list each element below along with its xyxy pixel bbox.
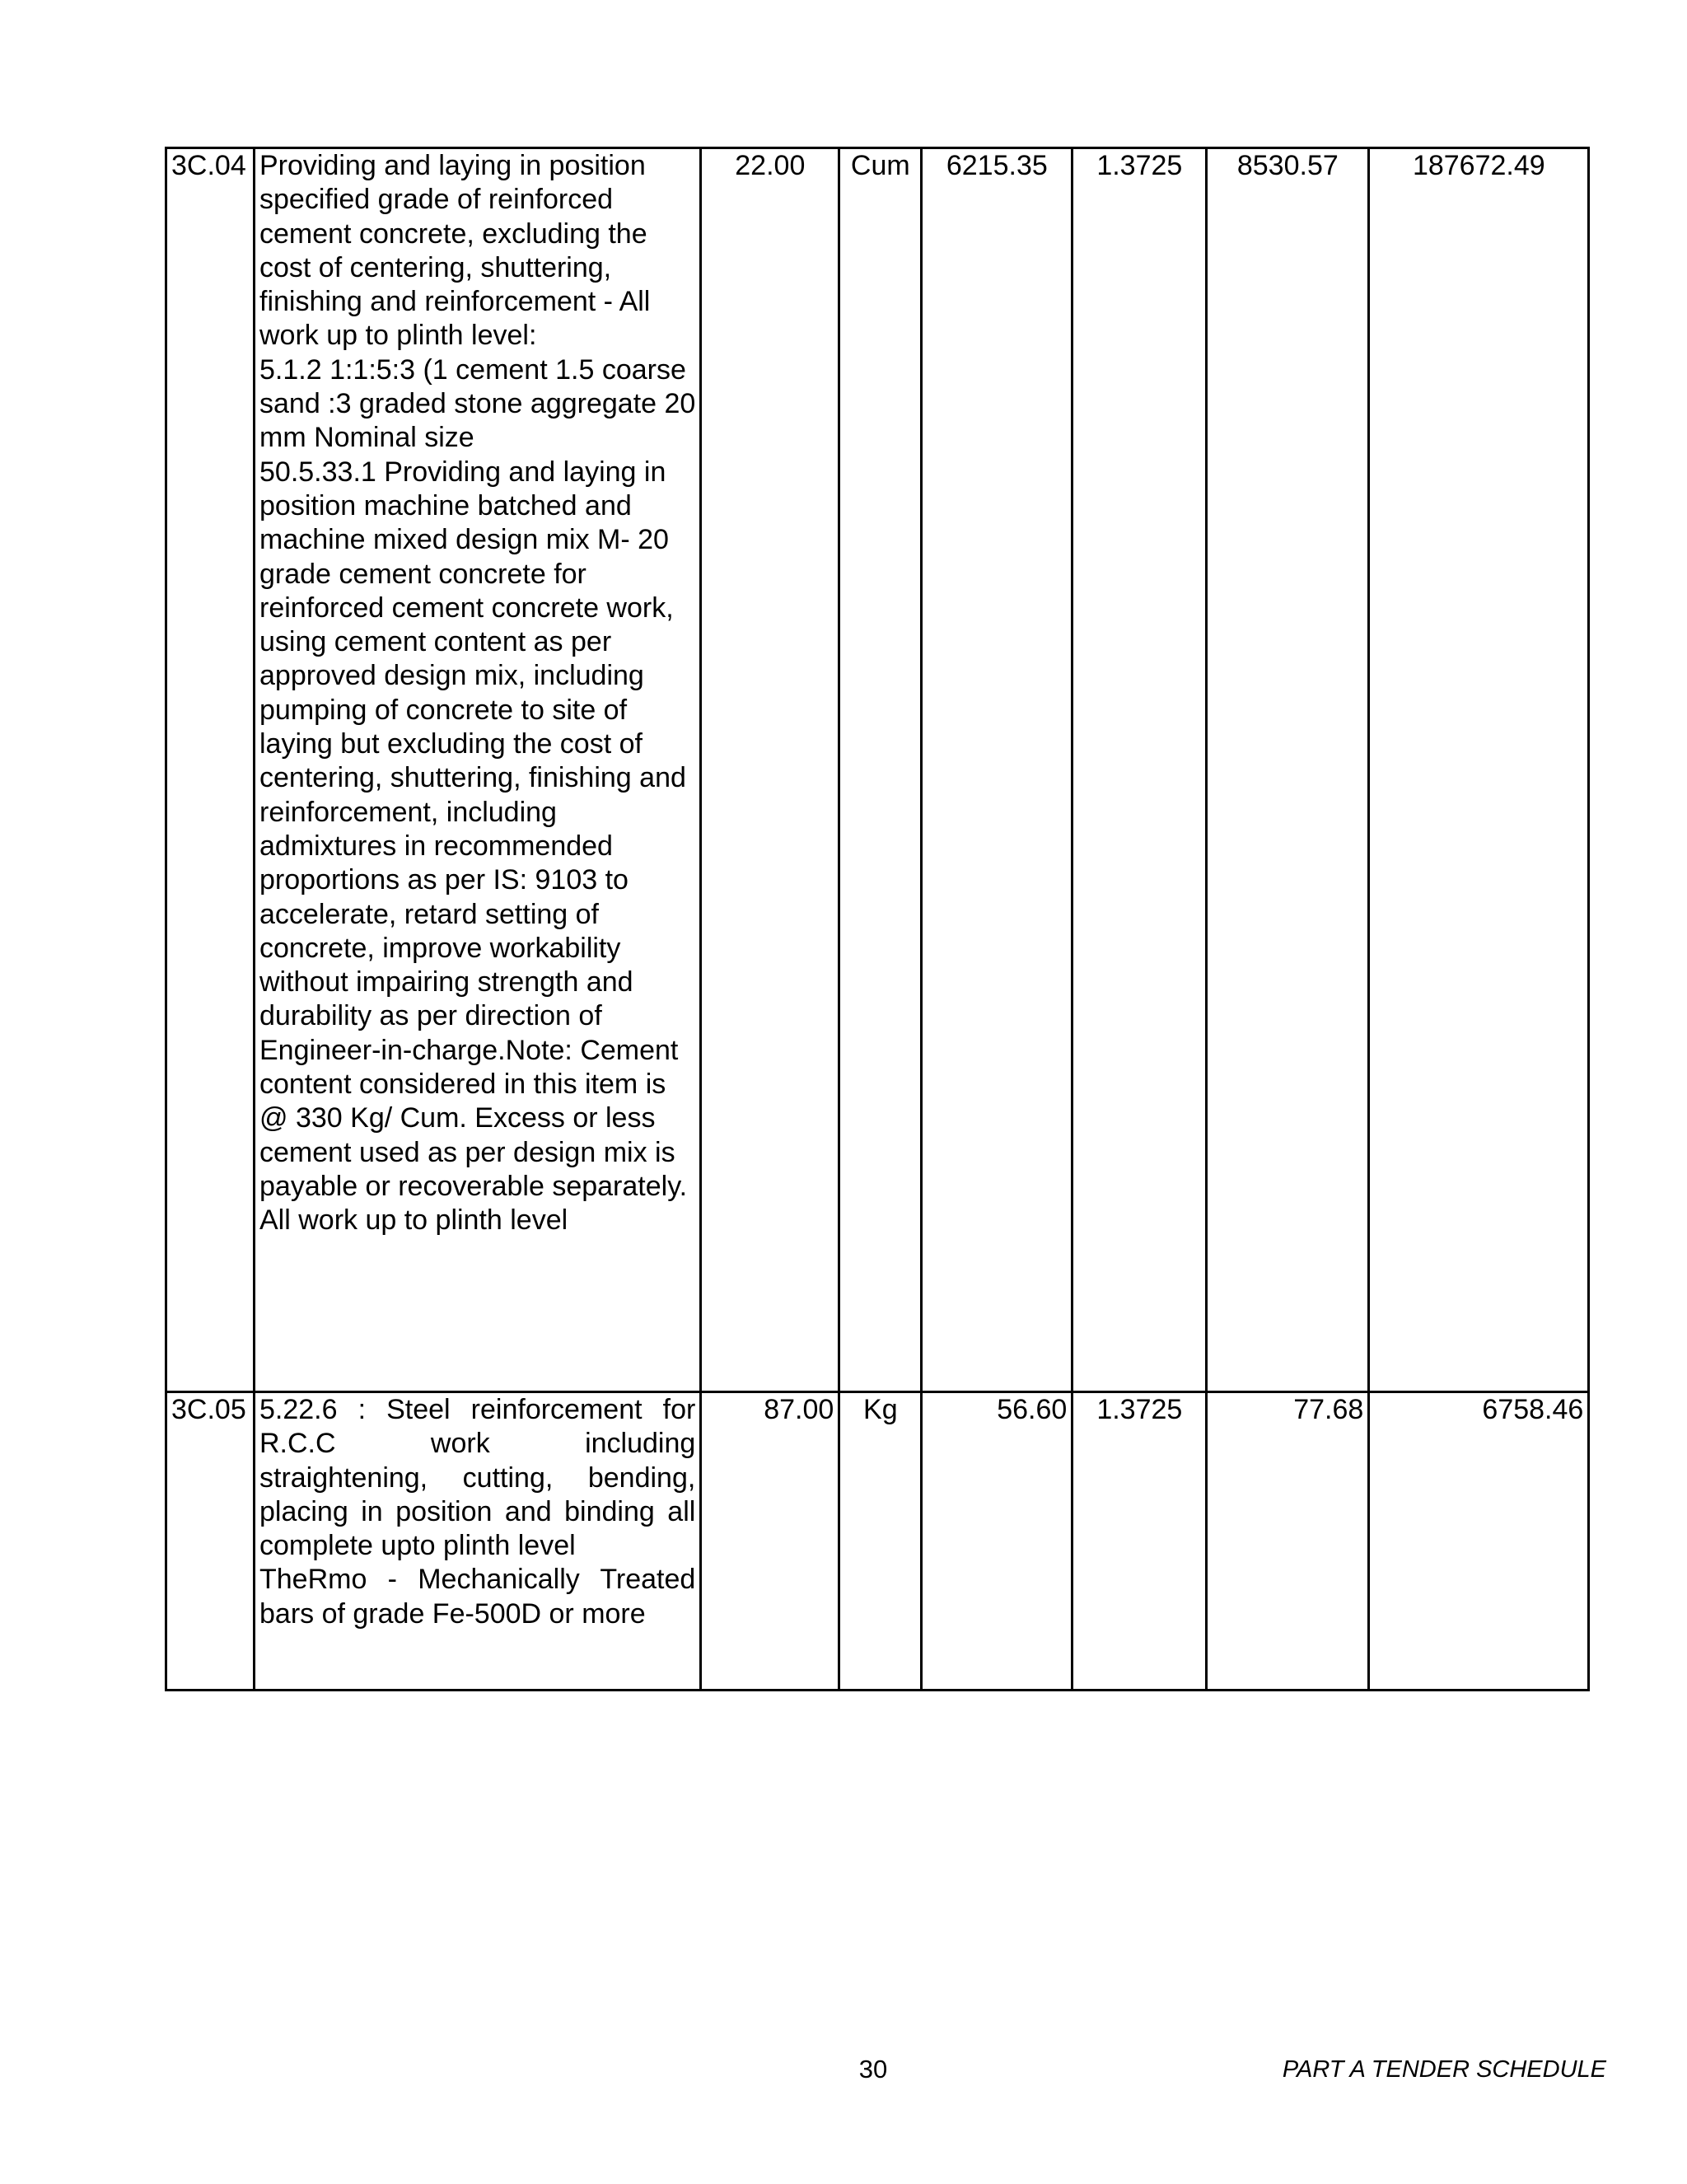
description-line: mm Nominal size bbox=[259, 422, 474, 454]
rate-cell: 6215.35 bbox=[922, 148, 1072, 1392]
description-line: Engineer-in-charge.Note: Cement bbox=[259, 1034, 679, 1066]
description-line: approved design mix, including bbox=[259, 660, 644, 692]
description-line: specified grade of reinforced bbox=[259, 184, 614, 216]
table-row bbox=[166, 1392, 1589, 1691]
unit-cell: Cum bbox=[839, 148, 922, 1392]
description-line: durability as per direction of bbox=[259, 1000, 602, 1032]
description-line: R.C.C work including bbox=[259, 1428, 696, 1460]
description-line: laying but excluding the cost of bbox=[259, 728, 643, 760]
estimated-rate-cell: 8530.57 bbox=[1207, 148, 1369, 1392]
unit-cell: Kg bbox=[839, 1392, 922, 1691]
description-line: grade cement concrete for bbox=[259, 558, 586, 590]
description-line: Providing and laying in position bbox=[259, 150, 646, 181]
description-line: accelerate, retard setting of bbox=[259, 898, 600, 930]
amount-cell: 6758.46 bbox=[1369, 1392, 1589, 1691]
factor-cell: 1.3725 bbox=[1072, 1392, 1207, 1691]
description-line: content considered in this item is bbox=[259, 1069, 666, 1101]
description-line: All work up to plinth level bbox=[259, 1204, 568, 1237]
description-line: centering, shuttering, finishing and bbox=[259, 762, 686, 794]
description-line: reinforcement, including bbox=[259, 796, 557, 828]
description-line: admixtures in recommended bbox=[259, 830, 613, 862]
description-line: machine mixed design mix M- 20 bbox=[259, 524, 669, 556]
description-line: without impairing strength and bbox=[259, 966, 633, 998]
item-description bbox=[255, 1392, 701, 1691]
description-line: 50.5.33.1 Providing and laying in bbox=[259, 456, 666, 488]
description-line: concrete, improve workability bbox=[259, 932, 621, 964]
quantity-cell: 87.00 bbox=[701, 1392, 839, 1691]
description-line: straightening, cutting, bending, bbox=[259, 1461, 696, 1494]
description-line: bars of grade Fe-500D or more bbox=[259, 1597, 646, 1630]
description-line: using cement content as per bbox=[259, 626, 612, 658]
description-line: position machine batched and bbox=[259, 489, 632, 521]
page-number: 30 bbox=[858, 2055, 888, 2083]
item-number: 3C.04 bbox=[166, 148, 255, 1392]
footer-title: PART A TENDER SCHEDULE bbox=[1282, 2056, 1606, 2083]
estimated-rate-cell: 77.68 bbox=[1207, 1392, 1369, 1691]
item-number: 3C.05 bbox=[166, 1392, 255, 1691]
table-row bbox=[166, 148, 1589, 1392]
description-line: sand :3 graded stone aggregate 20 bbox=[259, 388, 696, 420]
description-line: work up to plinth level: bbox=[259, 320, 537, 352]
description-line: reinforced cement concrete work, bbox=[259, 592, 674, 624]
description-line: proportions as per IS: 9103 to bbox=[259, 864, 629, 896]
quantity-cell: 22.00 bbox=[701, 148, 839, 1392]
description-line: TheRmo - Mechanically Treated bbox=[259, 1564, 696, 1596]
description-line: cost of centering, shuttering, bbox=[259, 251, 612, 283]
description-line: placing in position and binding all bbox=[259, 1495, 696, 1527]
description-line: @ 330 Kg/ Cum. Excess or less bbox=[259, 1102, 656, 1134]
description-line: cement used as per design mix is bbox=[259, 1136, 675, 1168]
description-line: pumping of concrete to site of bbox=[259, 694, 628, 726]
description-line: payable or recoverable separately. bbox=[259, 1170, 688, 1202]
description-line: 5.1.2 1:1:5:3 (1 cement 1.5 coarse bbox=[259, 353, 686, 386]
tender-schedule-table bbox=[165, 147, 1590, 1691]
rate-cell: 56.60 bbox=[922, 1392, 1072, 1691]
factor-cell: 1.3725 bbox=[1072, 148, 1207, 1392]
item-description bbox=[255, 148, 701, 1392]
description-line: complete upto plinth level bbox=[259, 1530, 576, 1562]
description-line: cement concrete, excluding the bbox=[259, 217, 647, 250]
description-line: finishing and reinforcement - All bbox=[259, 286, 651, 318]
description-line: 5.22.6 : Steel reinforcement for bbox=[259, 1394, 696, 1425]
amount-cell: 187672.49 bbox=[1369, 148, 1589, 1392]
